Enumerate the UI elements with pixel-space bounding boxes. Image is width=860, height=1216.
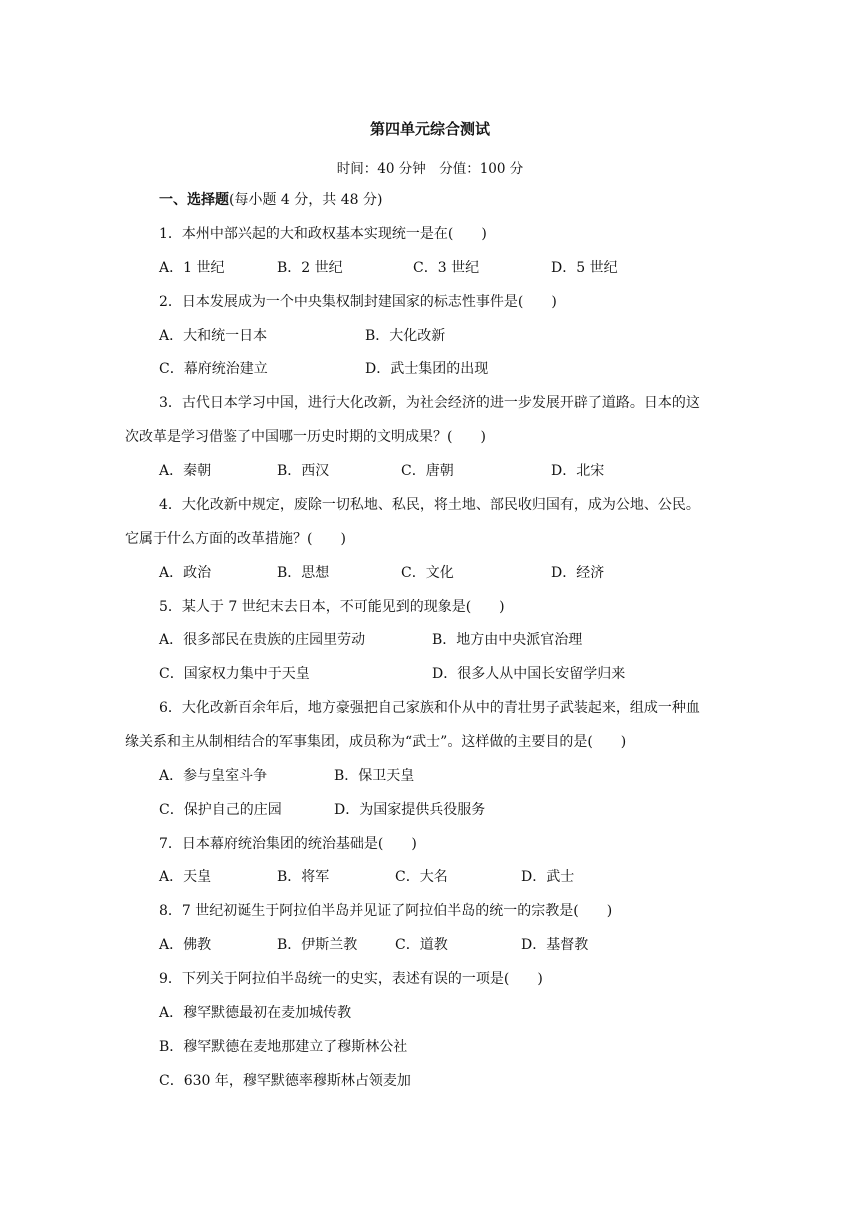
exam-meta: 时间：40 分钟 分值：100 分 xyxy=(336,161,524,177)
question-9-option-b: B．穆罕默德在麦地那建立了穆斯林公社 xyxy=(159,1039,408,1055)
question-2-option-c: C．幕府统治建立 xyxy=(159,361,268,377)
question-5-option-a: A．很多部民在贵族的庄园里劳动 xyxy=(159,632,366,648)
question-8-option-b: B．伊斯兰教 xyxy=(277,937,358,953)
question-3-stem-line-1: 3．古代日本学习中国，进行大化改新，为社会经济的进一步发展开辟了道路。日本的这 xyxy=(159,395,700,411)
question-4-stem-line-2: 它属于什么方面的改革措施？( ) xyxy=(125,531,346,547)
question-4-option-c: C．文化 xyxy=(401,565,454,581)
question-4-stem-line-1: 4．大化改新中规定，废除一切私地、私民，将土地、部民收归国有，成为公地、公民。 xyxy=(159,497,700,513)
question-2-option-d: D．武士集团的出现 xyxy=(365,361,489,377)
question-7-option-c: C．大名 xyxy=(395,869,448,885)
question-5-stem: 5．某人于 7 世纪末去日本，不可能见到的现象是( ) xyxy=(159,599,505,615)
question-4-option-b: B．思想 xyxy=(277,565,330,581)
question-8-option-a: A．佛教 xyxy=(159,937,212,953)
question-9-stem: 9．下列关于阿拉伯半岛统一的史实，表述有误的一项是( ) xyxy=(159,971,543,987)
section-note: (每小题 4 分，共 48 分) xyxy=(229,192,383,208)
question-3-option-a: A．秦朝 xyxy=(159,463,212,479)
question-2-stem: 2．日本发展成为一个中央集权制封建国家的标志性事件是( ) xyxy=(159,294,557,310)
section-heading xyxy=(159,190,382,210)
question-8-option-c: C．道教 xyxy=(395,937,448,953)
question-1-option-b: B．2 世纪 xyxy=(277,260,343,276)
question-3-option-d: D．北宋 xyxy=(551,463,605,479)
question-5-option-d: D．很多人从中国长安留学归来 xyxy=(432,666,626,682)
page-title: 第四单元综合测试 xyxy=(369,120,490,138)
question-4-option-a: A．政治 xyxy=(159,565,212,581)
question-1-option-c: C．3 世纪 xyxy=(413,260,480,276)
question-3-stem-line-2: 次改革是学习借鉴了中国哪一历史时期的文明成果？( ) xyxy=(125,429,486,445)
question-5-option-b: B．地方由中央派官治理 xyxy=(432,632,583,648)
question-6-stem-line-2: 缘关系和主从制相结合的军事集团，成员称为“武士”。这样做的主要目的是( ) xyxy=(125,734,627,750)
question-6-option-d: D．为国家提供兵役服务 xyxy=(334,802,486,818)
question-7-option-a: A．天皇 xyxy=(159,869,212,885)
question-7-option-b: B．将军 xyxy=(277,869,330,885)
question-7-stem: 7．日本幕府统治集团的统治基础是( ) xyxy=(159,836,417,852)
question-8-stem: 8．7 世纪初诞生于阿拉伯半岛并见证了阿拉伯半岛的统一的宗教是( ) xyxy=(159,903,613,919)
question-3-option-c: C．唐朝 xyxy=(401,463,454,479)
question-2-option-b: B．大化改新 xyxy=(365,328,446,344)
section-title: 一、选择题 xyxy=(159,192,229,208)
question-6-option-a: A．参与皇室斗争 xyxy=(159,768,268,784)
question-1-stem: 1．本州中部兴起的大和政权基本实现统一是在( ) xyxy=(159,226,487,242)
question-7-option-d: D．武士 xyxy=(521,869,575,885)
question-9-option-a: A．穆罕默德最初在麦加城传教 xyxy=(159,1005,352,1021)
question-4-option-d: D．经济 xyxy=(551,565,605,581)
question-3-option-b: B．西汉 xyxy=(277,463,330,479)
question-1-option-d: D．5 世纪 xyxy=(551,260,618,276)
question-6-option-b: B．保卫天皇 xyxy=(334,768,415,784)
question-6-stem-line-1: 6．大化改新百余年后，地方豪强把自己家族和仆从中的青壮男子武装起来，组成一种血 xyxy=(159,700,700,716)
question-5-option-c: C．国家权力集中于天皇 xyxy=(159,666,310,682)
question-6-option-c: C．保护自己的庄园 xyxy=(159,802,282,818)
question-8-option-d: D．基督教 xyxy=(521,937,589,953)
question-2-option-a: A．大和统一日本 xyxy=(159,328,268,344)
question-1-option-a: A．1 世纪 xyxy=(159,260,225,276)
question-9-option-c: C．630 年，穆罕默德率穆斯林占领麦加 xyxy=(159,1073,411,1089)
